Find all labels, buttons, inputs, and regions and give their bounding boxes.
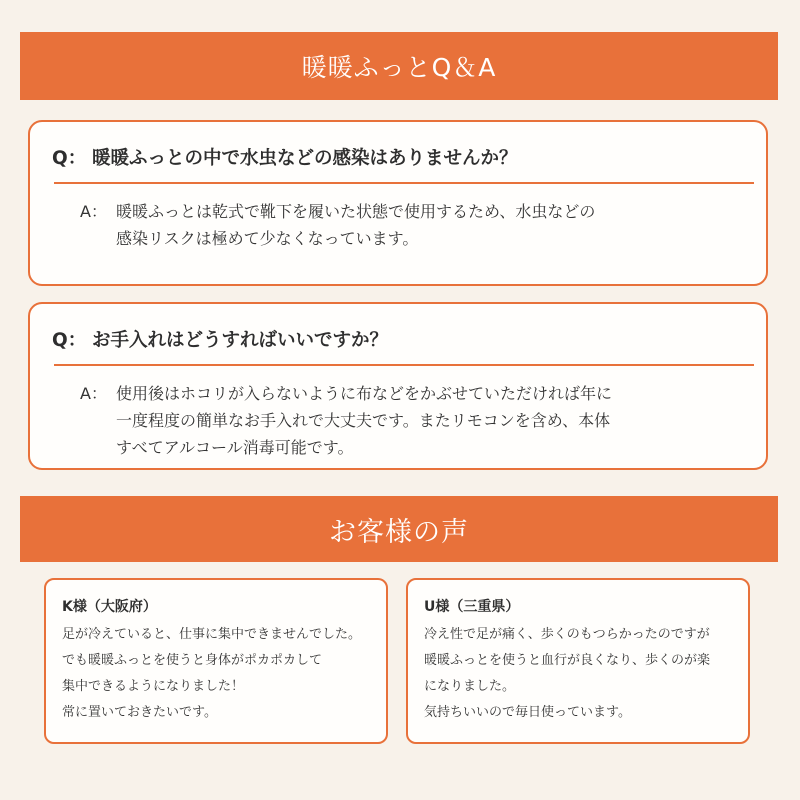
question-text: 暖暖ふっとの中で水虫などの感染はありませんか？ xyxy=(92,148,518,169)
testimonial-line: 暖暖ふっとを使うと血行が良くなり、歩くのが楽 xyxy=(424,653,711,668)
question-mark: Q： xyxy=(52,148,87,169)
qa-card xyxy=(28,120,768,286)
voice-section-title: お客様の声 xyxy=(20,496,778,562)
testimonial-line: 足が冷えていると、仕事に集中できませんでした。 xyxy=(62,627,362,642)
customer-name: U様（三重県） xyxy=(424,599,520,615)
testimonial-line: でも暖暖ふっとを使うと身体がポカポカして xyxy=(62,653,323,668)
answer-line: 暖暖ふっとは乾式で靴下を履いた状態で使用するため、水虫などの xyxy=(116,202,596,221)
question-mark: Q： xyxy=(52,330,87,351)
qa-section-title: 暖暖ふっとQ＆A xyxy=(20,32,778,100)
qa-card xyxy=(28,302,768,470)
answer-mark: A： xyxy=(80,202,107,221)
question-line xyxy=(52,326,752,352)
answer-mark: A： xyxy=(80,384,107,403)
customer-name: K様（大阪府） xyxy=(62,599,157,615)
testimonial-line: 気持ちいいので毎日使っています。 xyxy=(424,705,631,720)
answer-line: 感染リスクは極めて少なくなっています。 xyxy=(116,229,419,248)
testimonial-card xyxy=(406,578,750,744)
answer-line: すべてアルコール消毒可能です。 xyxy=(116,438,354,457)
testimonial-line: 冷え性で足が痛く、歩くのもつらかったのですが xyxy=(424,627,710,642)
question-line xyxy=(52,144,752,170)
testimonial-line: 集中できるようになりました！ xyxy=(62,679,245,694)
divider xyxy=(54,364,754,366)
answer-block xyxy=(80,198,752,252)
divider xyxy=(54,182,754,184)
answer-line: 使用後はホコリが入らないように布などをかぶせていただければ年に xyxy=(116,384,613,403)
answer-block xyxy=(80,380,752,461)
testimonial-line: になりました。 xyxy=(424,679,516,694)
testimonial-line: 常に置いておきたいです。 xyxy=(62,705,217,720)
answer-line: 一度程度の簡単なお手入れで大丈夫です。またリモコンを含め、本体 xyxy=(116,411,611,430)
question-text: お手入れはどうすればいいですか？ xyxy=(92,330,389,351)
testimonial-card xyxy=(44,578,388,744)
